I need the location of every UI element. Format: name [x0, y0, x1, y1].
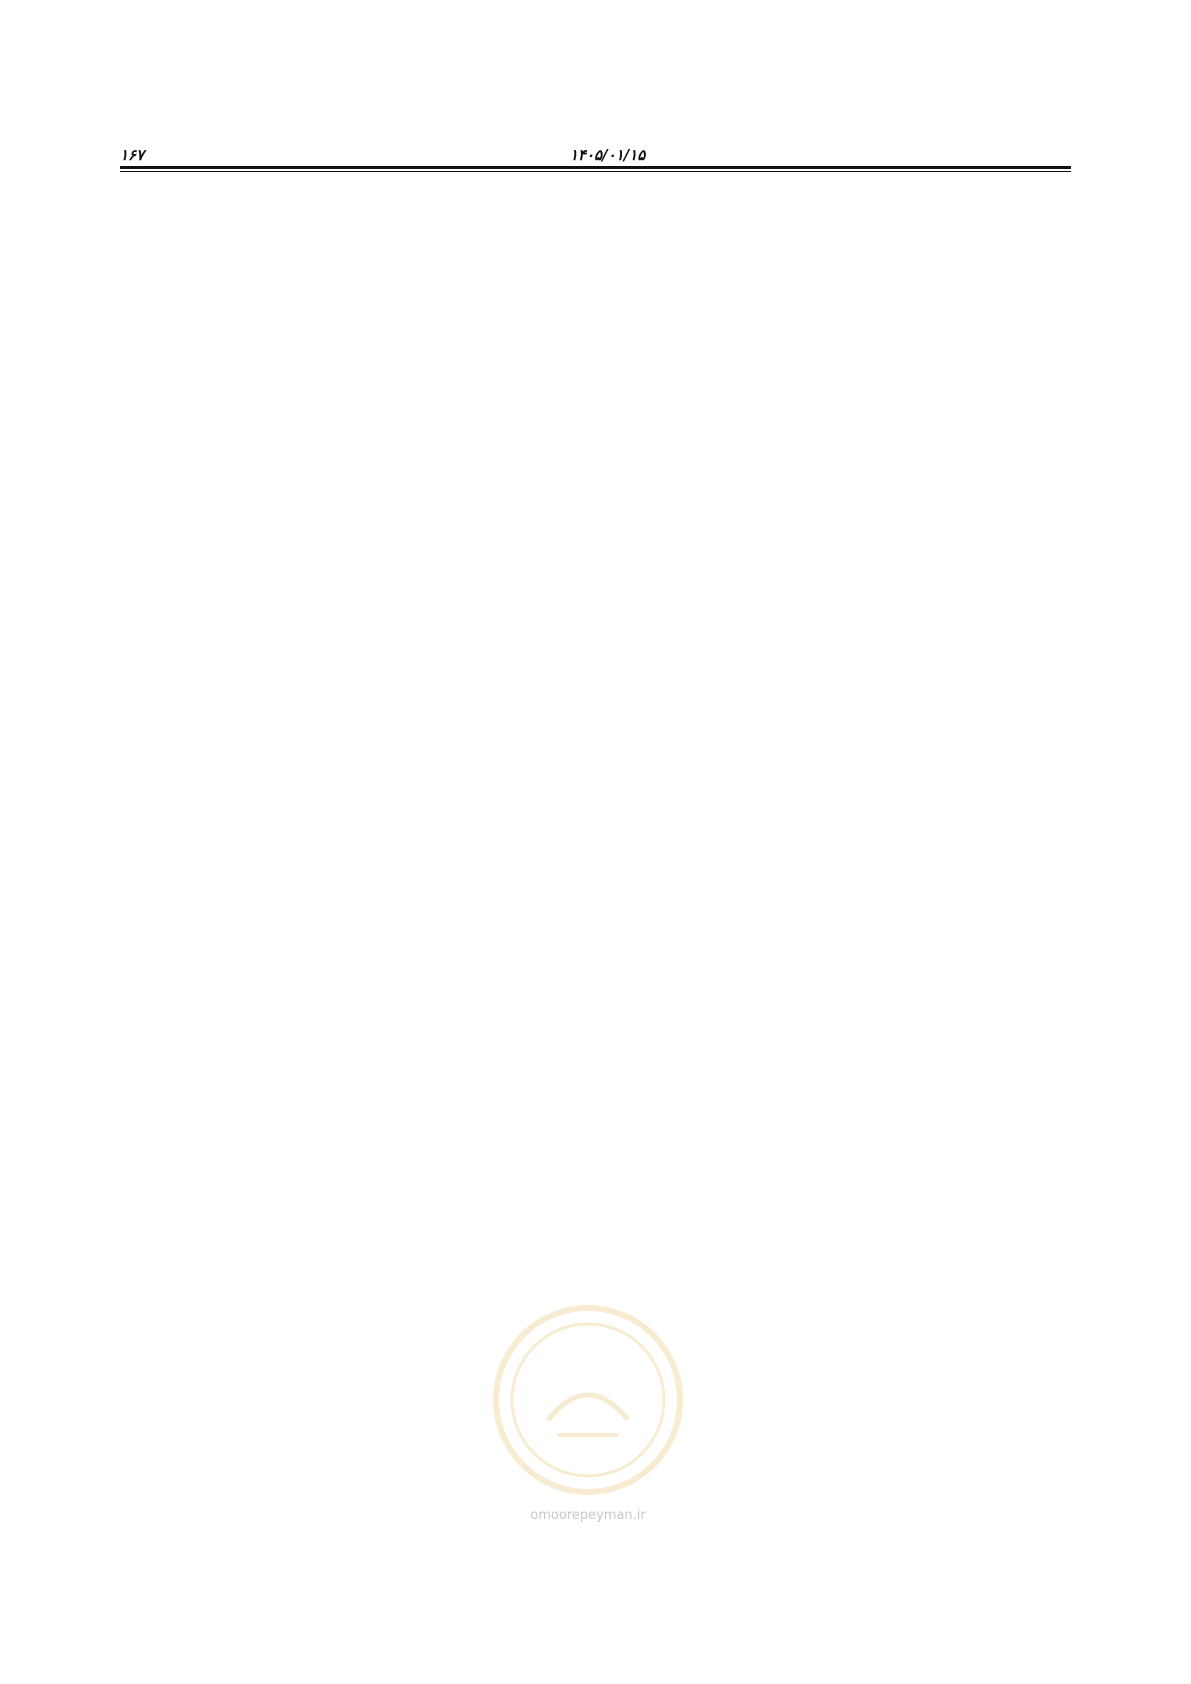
header-rule-thin — [120, 171, 1071, 172]
watermark-url: omoorepeyman.ir — [530, 1508, 646, 1523]
header-rule — [120, 166, 1071, 169]
header-date: ۱۴۰۵/۰۱/۱۵ — [569, 146, 646, 164]
page-number: ۱۶۷ — [120, 146, 145, 164]
page-header — [120, 128, 1071, 164]
watermark-seal-icon — [488, 1300, 688, 1500]
